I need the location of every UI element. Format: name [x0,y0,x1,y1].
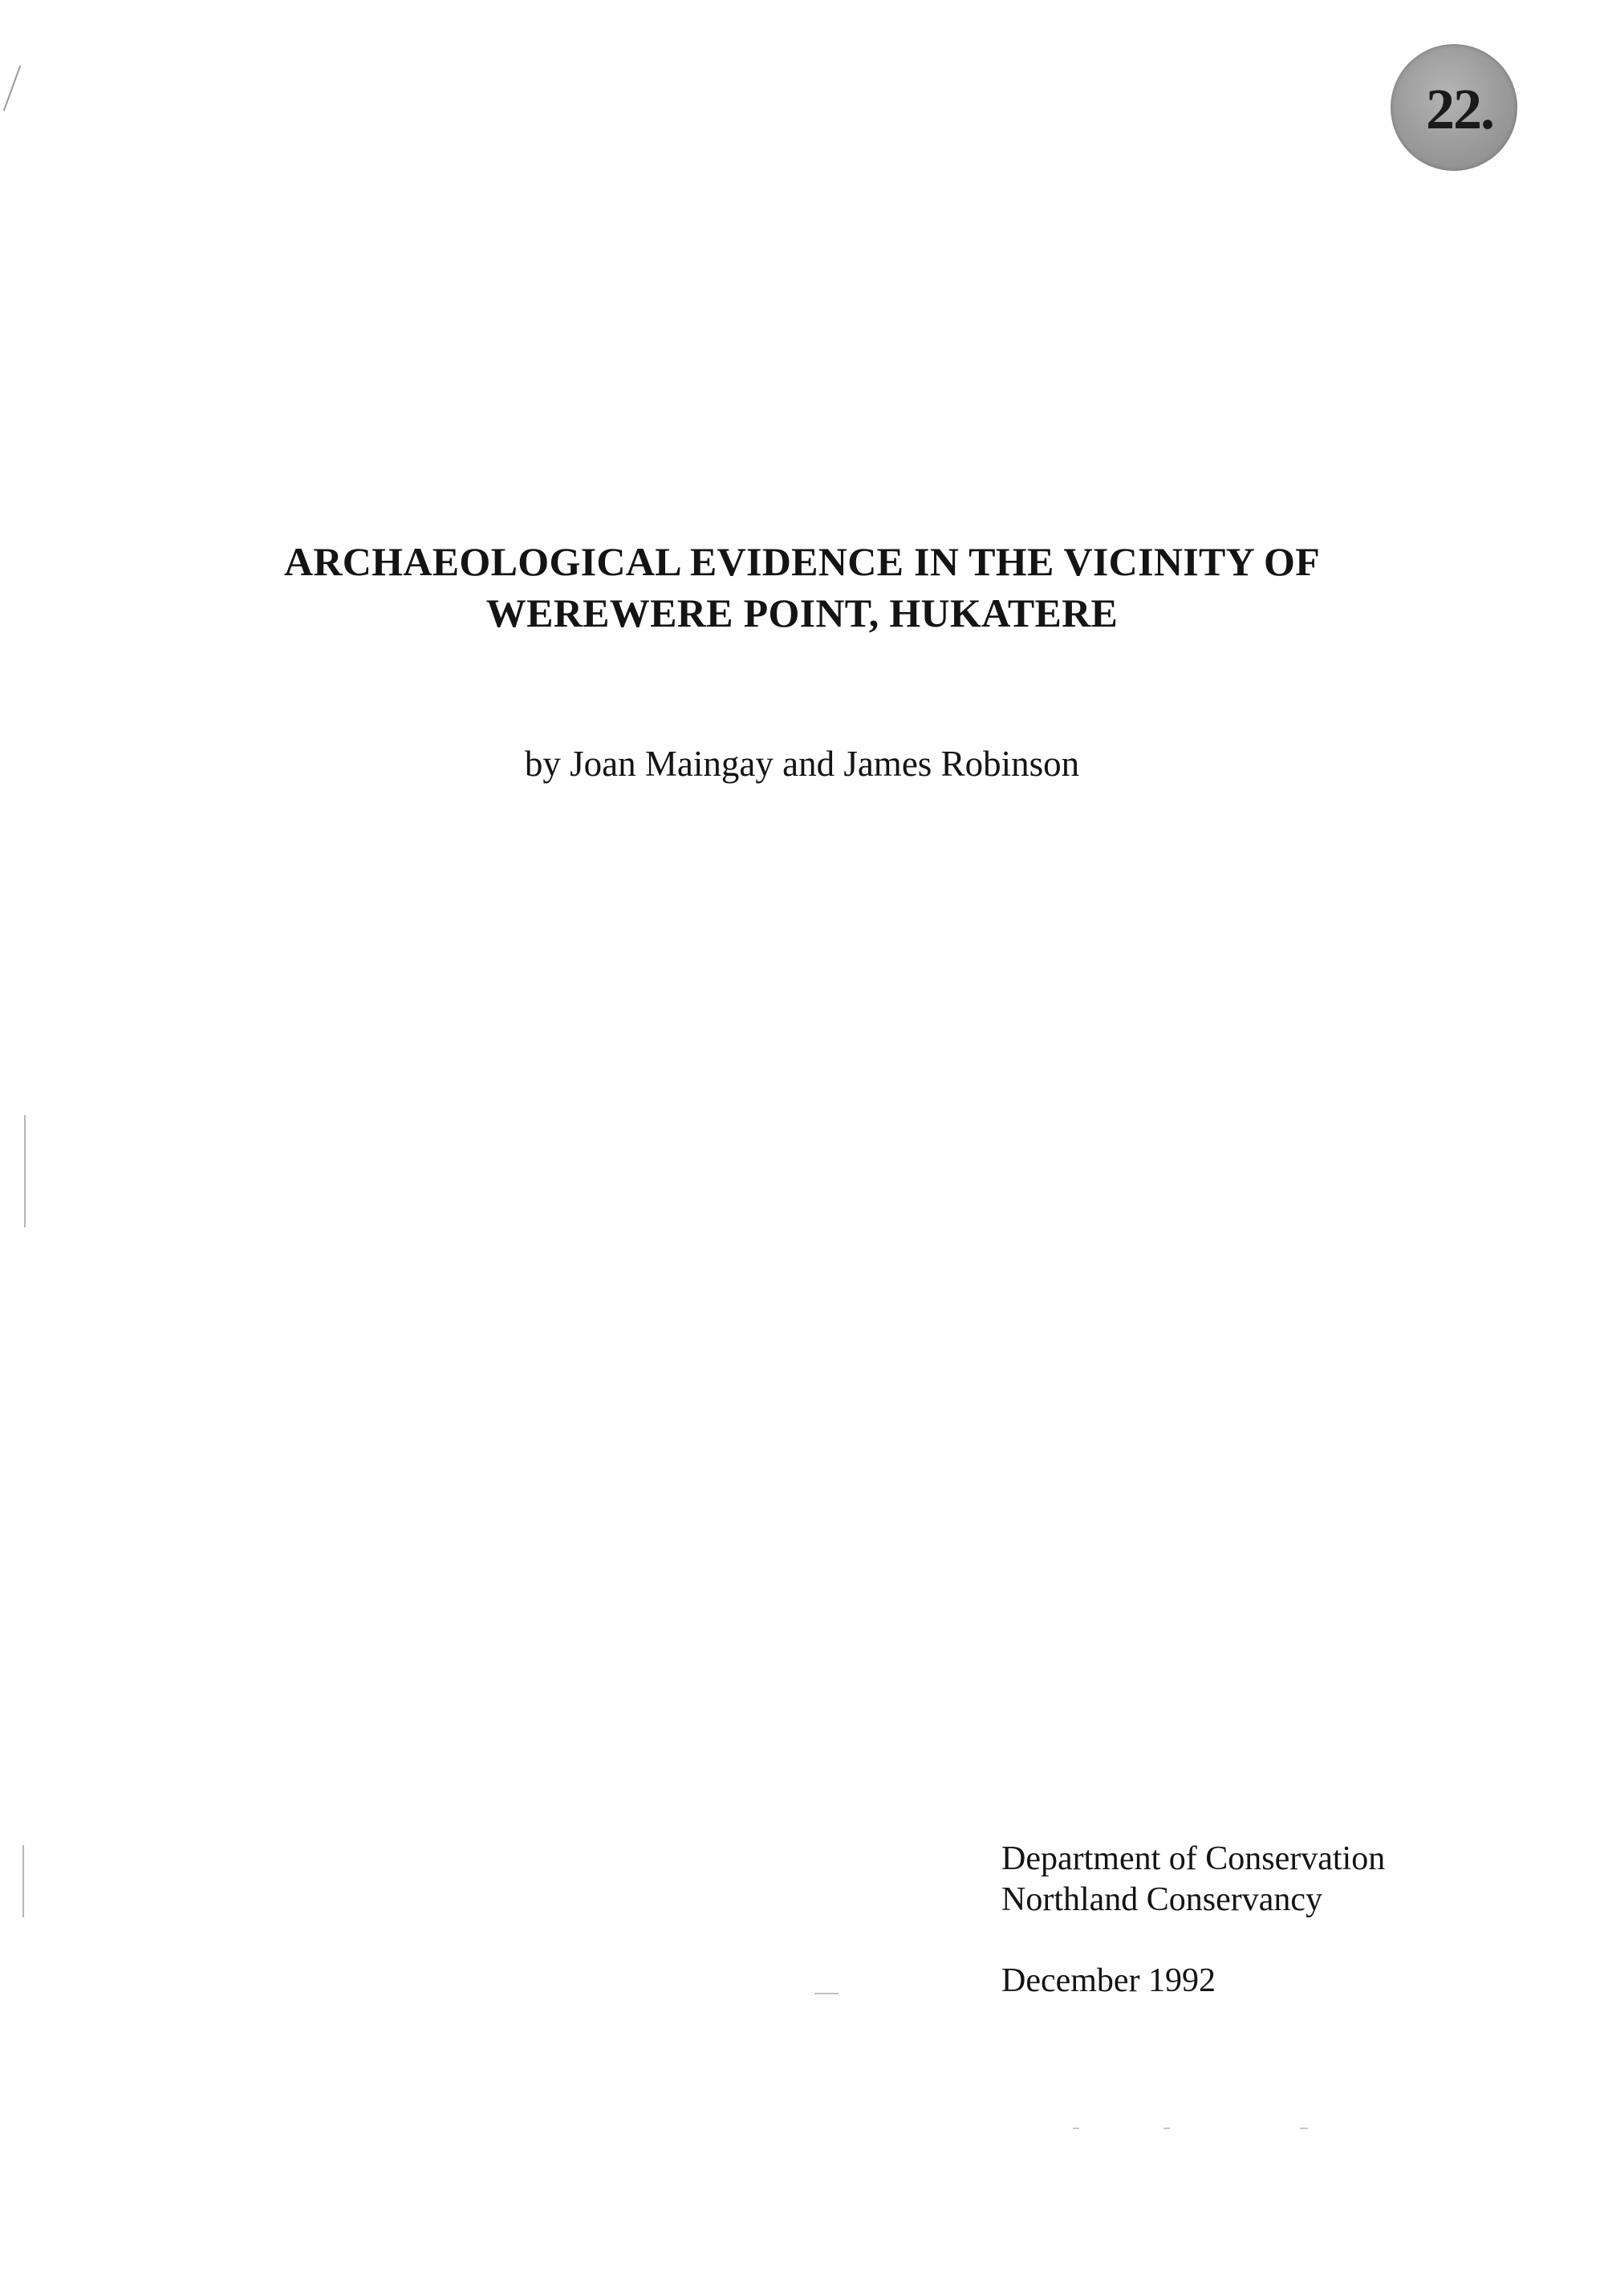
scan-mark [1073,2128,1079,2129]
department-name: Department of Conservation [1001,1840,1386,1877]
page-number-stamp [1391,44,1517,171]
conservancy-name: Northland Conservancy [1001,1881,1323,1918]
scan-mark [814,1993,839,1994]
scan-mark [24,1115,26,1227]
publication-date: December 1992 [1001,1962,1216,1999]
title-line-1: ARCHAEOLOGICAL EVIDENCE IN THE VICINITY OF [283,539,1321,584]
scan-mark [22,1845,24,1917]
scan-mark [1300,2128,1308,2129]
author-byline: by Joan Maingay and James Robinson [524,744,1080,784]
scan-mark [1163,2128,1170,2129]
page-number-label: 22. [1426,76,1493,141]
scan-mark [3,65,21,111]
publisher-block [1001,1839,1385,1921]
document-title [0,536,1604,639]
title-line-2: WEREWERE POINT, HUKATERE [485,590,1119,635]
